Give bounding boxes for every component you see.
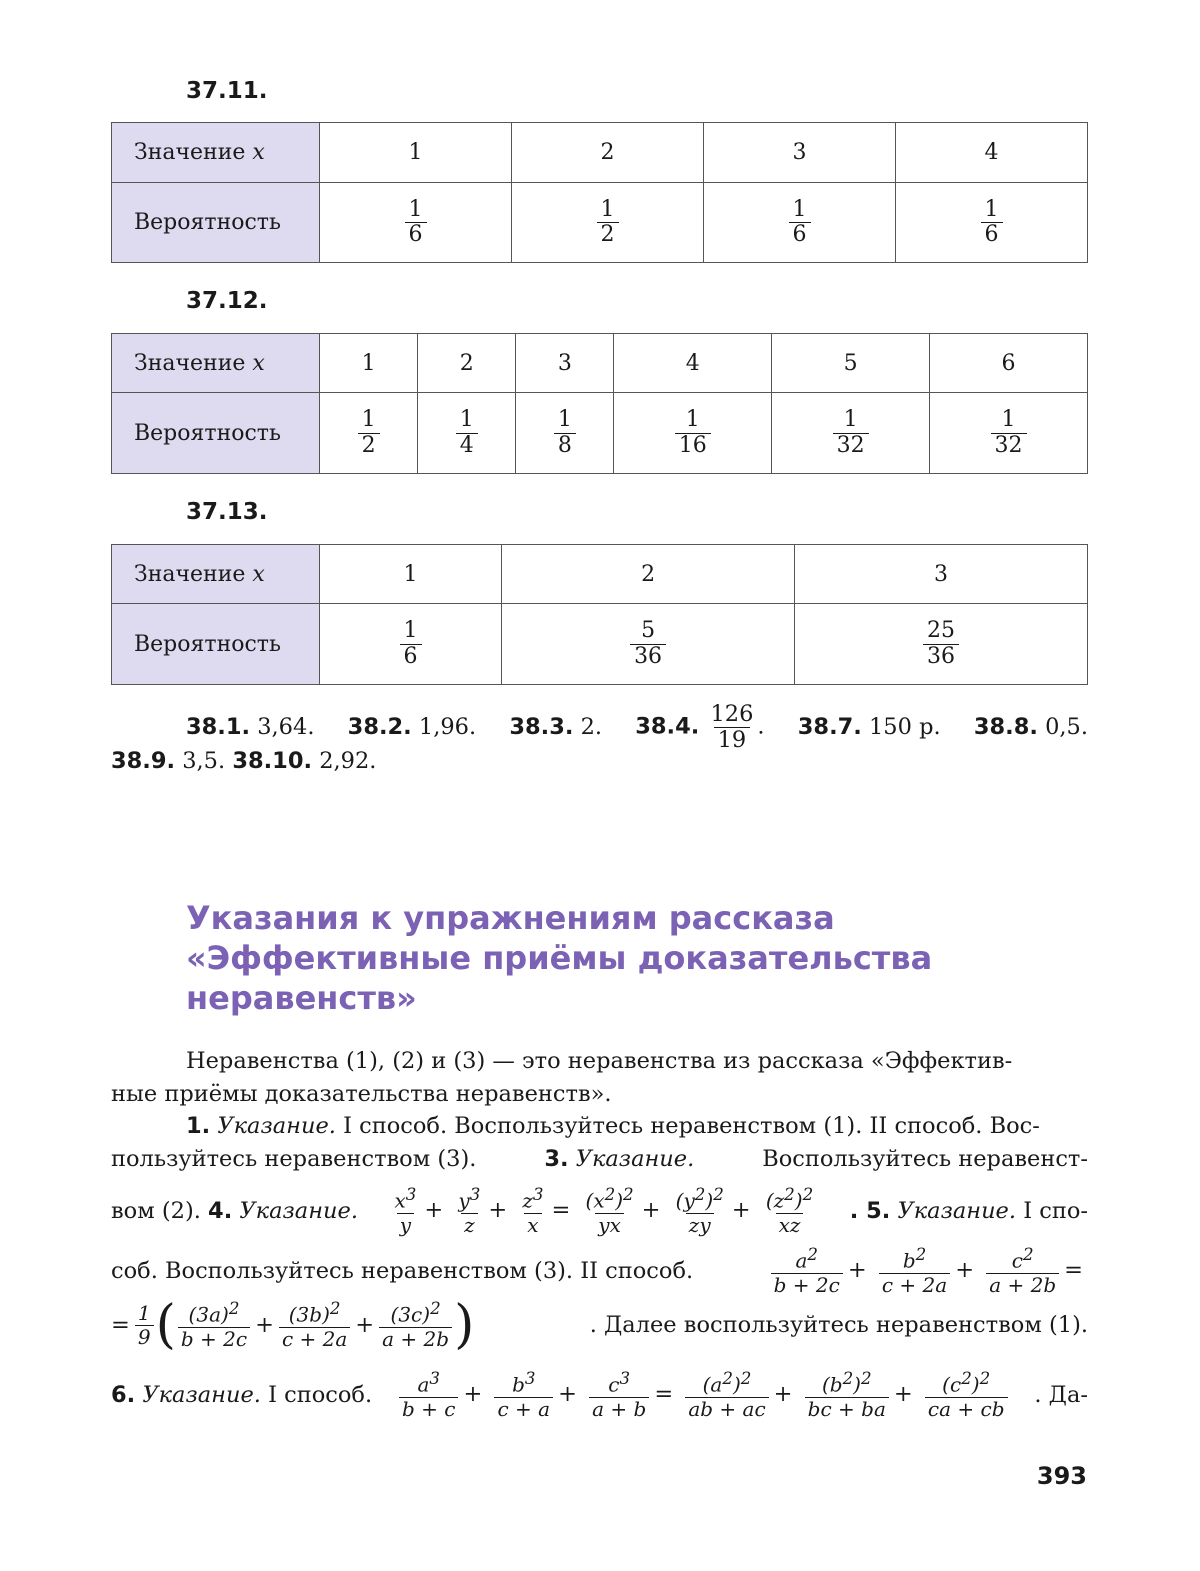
exercise-number: 37.13.	[186, 499, 268, 525]
value-cell: 2	[418, 334, 516, 393]
value-cell: 3	[704, 123, 896, 183]
probability-cell: $\frac{1}{6}$	[704, 183, 896, 263]
probability-cell: $\frac{1}{4}$	[418, 393, 516, 474]
answers-line-1: 38.1. 3,64. 38.2. 1,96. 38.3. 2. 38.4. $\frac{126}{19}$ . 38.7. 150 р. 38.8. 0,5.	[186, 701, 1088, 753]
value-cell: 2	[502, 545, 795, 604]
formula-line: = $\frac{1}{9}$ ( $(3a)^2$ b + 2c + $\frac{(3b)^2}{c + 2a}$ + $\frac{(3c)^2}{a + 2b}$ ) . Далее воспользуйтесь неравенством (1).	[111, 1295, 1088, 1355]
value-header: Значение x	[112, 334, 320, 393]
probability-cell: $\frac{25}{36}$	[795, 604, 1088, 685]
text-line: Неравенства (1), (2) и (3) — это неравенства из рассказа «Эффектив-	[186, 1048, 1013, 1074]
text-line: ные приёмы доказательства неравенств».	[111, 1081, 612, 1107]
probability-table	[111, 544, 1088, 685]
value-header: Значение x	[112, 545, 320, 604]
text-line: 1. Указание. I способ. Воспользуйтесь неравенством (1). II способ. Вос-	[186, 1113, 1040, 1139]
section-heading: Указания к упражнениям рассказа «Эффективные приёмы доказательства неравенств»	[186, 899, 933, 1017]
probability-table	[111, 122, 1088, 263]
value-cell: 4	[896, 123, 1088, 183]
probability-header: Вероятность	[112, 183, 320, 263]
value-cell: 1	[320, 123, 512, 183]
page-number: 393	[1036, 1462, 1087, 1490]
answers-line-2: 38.9. 3,5. 38.10. 2,92.	[111, 748, 377, 774]
probability-cell: $\frac{1}{6}$	[320, 604, 502, 685]
probability-cell: $\frac{1}{16}$	[614, 393, 772, 474]
probability-cell: $\frac{5}{36}$	[502, 604, 795, 685]
value-header: Значение x	[112, 123, 320, 183]
value-cell: 6	[930, 334, 1088, 393]
probability-header: Вероятность	[112, 604, 320, 685]
probability-cell: $\frac{1}{32}$	[772, 393, 930, 474]
probability-cell: $\frac{1}{32}$	[930, 393, 1088, 474]
value-cell: 3	[516, 334, 614, 393]
value-cell: 4	[614, 334, 772, 393]
probability-header: Вероятность	[112, 393, 320, 474]
value-cell: 1	[320, 545, 502, 604]
probability-cell: $\frac{1}{2}$	[512, 183, 704, 263]
formula-line: соб. Воспользуйтесь неравенством (3). II способ. $\frac{a^2}{b + 2c}$ + $\frac{b^2}{c + 2a}$ + $\frac{c^2}{a + 2b}$ =	[111, 1245, 1083, 1297]
value-cell: 1	[320, 334, 418, 393]
value-cell: 5	[772, 334, 930, 393]
probability-cell: $\frac{1}{2}$	[320, 393, 418, 474]
probability-cell: $\frac{1}{6}$	[320, 183, 512, 263]
value-cell: 3	[795, 545, 1088, 604]
text-line: пользуйтесь неравенством (3). 3. Указание. Воспользуйтесь неравенст-	[111, 1146, 1088, 1172]
exercise-number: 37.12.	[186, 288, 268, 314]
exercise-number: 37.11.	[186, 78, 268, 104]
probability-cell: $\frac{1}{6}$	[896, 183, 1088, 263]
value-cell: 2	[512, 123, 704, 183]
formula-line: вом (2). 4. Указание. $\frac{x^3}{y}$ + $\frac{y^3}{z}$ + $\frac{z^3}{x}$ = $\frac{(x^2)^2}{yx}$ + $\frac{(y^2)^2}{zy}$ + $\frac{(z^2)^2}{xz}$ . 5. Указание. I спо-	[111, 1185, 1088, 1237]
probability-cell: $\frac{1}{8}$	[516, 393, 614, 474]
probability-table	[111, 333, 1088, 474]
formula-line: 6. Указание. I способ. $\frac{a^3}{b + c}$ + $\frac{b^3}{c + a}$ + $\frac{c^3}{a + b}$ = $\frac{(a^2)^2}{ab + ac}$ + $\frac{(b^2)^2}{bc + ba}$ + $\frac{(c^2)^2}{ca + cb}$ . Да-	[111, 1369, 1088, 1421]
